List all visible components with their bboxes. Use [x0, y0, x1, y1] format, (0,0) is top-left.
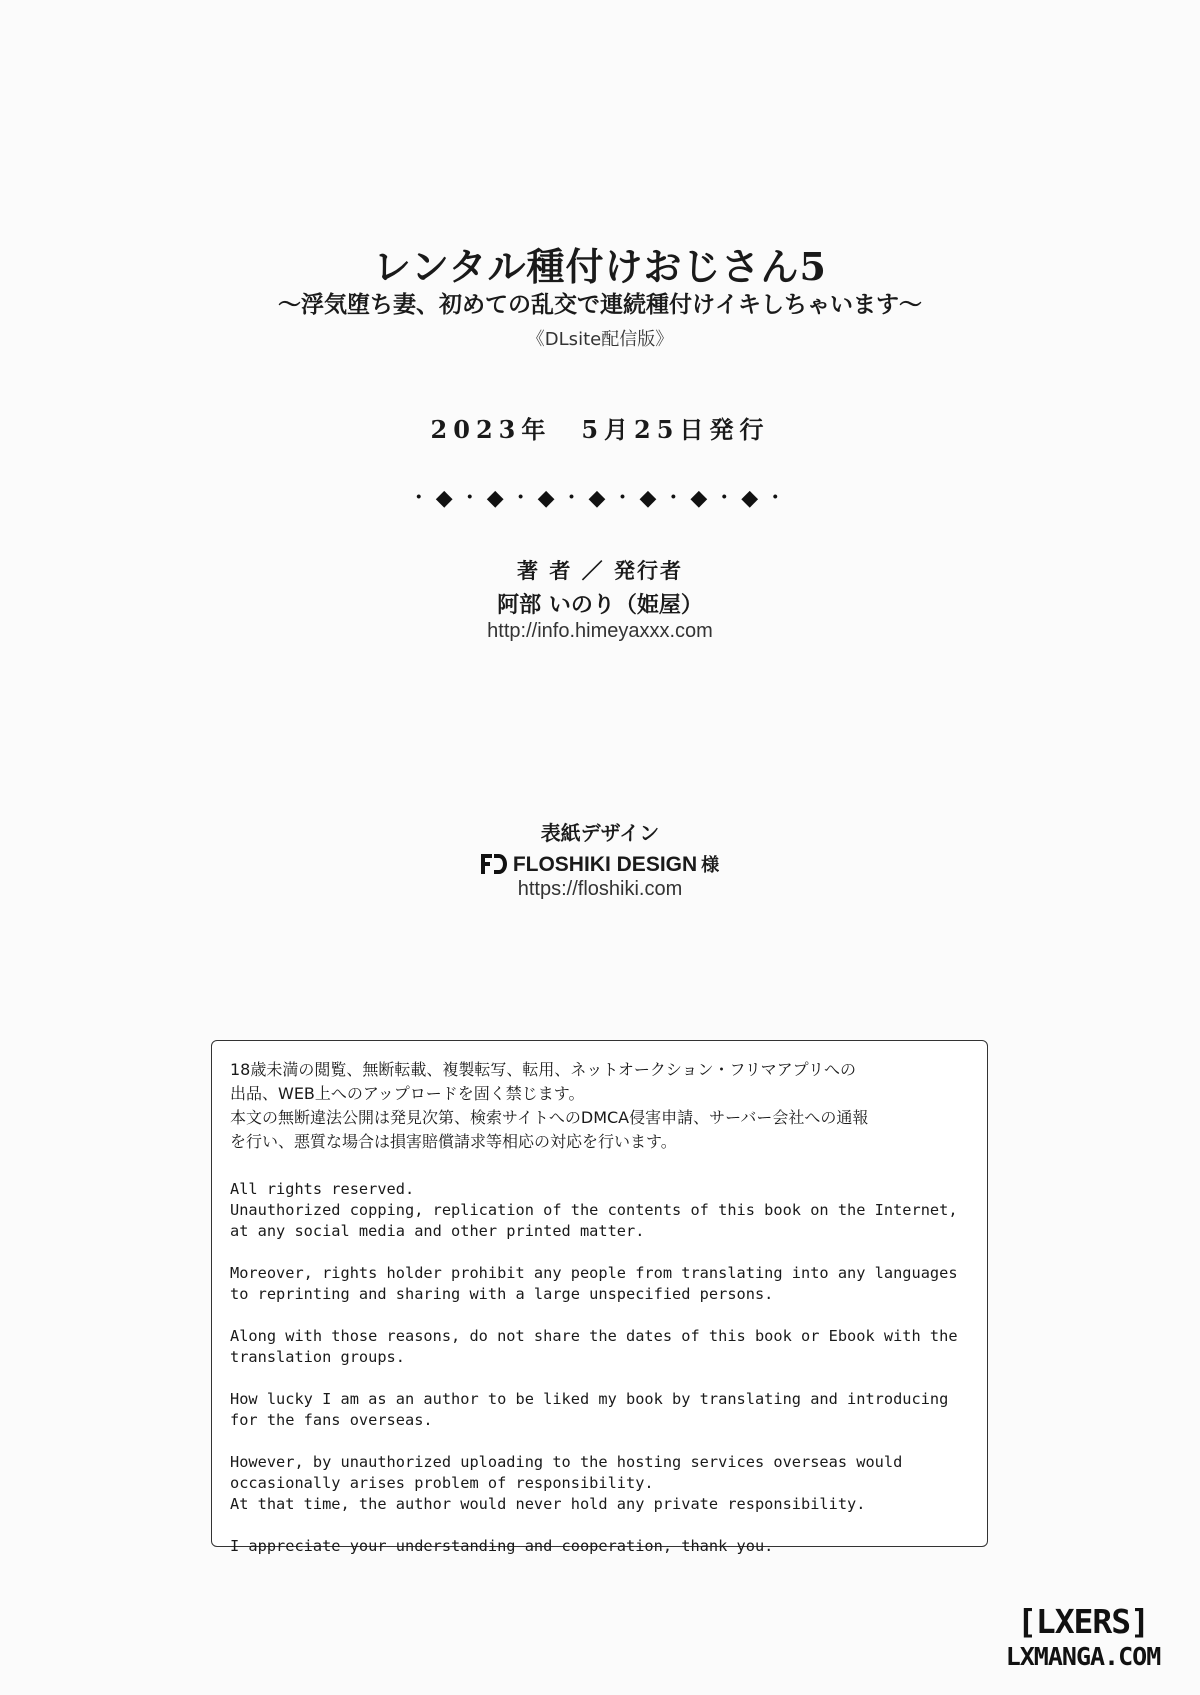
en-notice-paragraph: All rights reserved. Unauthorized copping, replication of the contents of this book on the Internet, at any social media and other printed matter. [230, 1180, 958, 1240]
jp-notice-line: 18歳未満の閲覧、無断転載、複製転写、転用、ネットオークション・フリマアプリへの [230, 1060, 856, 1079]
cover-design-label: 表紙デザイン [540, 821, 660, 845]
watermark-line-1: [LXERS] [1016, 1602, 1150, 1641]
jp-notice [230, 1058, 969, 1154]
designer-name: FLOSHIKI DESIGN [512, 853, 698, 876]
designer-honorific: 様 [701, 855, 720, 875]
designer-credit [0, 851, 1200, 880]
diamond-divider: ・◆・◆・◆・◆・◆・◆・◆・ [407, 486, 793, 511]
en-notice-paragraph: However, by unauthorized uploading to the hosting services overseas would occasionally arises problem of responsibility. At that time, the author would never hold any private responsibility. [230, 1453, 903, 1513]
author-url[interactable]: http://info.himeyaxxx.com [487, 620, 713, 642]
author-name: 阿部 いのり（姫屋） [497, 593, 703, 618]
site-watermark [988, 1603, 1178, 1673]
author-role-label: 著 者 ／ 発行者 [517, 559, 683, 583]
jp-notice-line: 出品、WEB上へのアップロードを固く禁じます。 [230, 1084, 585, 1103]
en-notice [230, 1179, 969, 1557]
book-subtitle: 〜浮気堕ち妻、初めての乱交で連続種付けイキしちゃいます〜 [278, 291, 922, 318]
copyright-notice-box [211, 1040, 988, 1555]
edition-label: 《DLsite配信版》 [526, 329, 674, 350]
watermark-line-2: LXMANGA.COM [1005, 1642, 1161, 1671]
en-notice-paragraph: How lucky I am as an author to be liked my book by translating and introducing for the fans overseas. [230, 1390, 949, 1429]
en-notice-paragraph: I appreciate your understanding and cooperation, thank you. [230, 1537, 774, 1555]
jp-notice-line: 本文の無断違法公開は発見次第、検索サイトへのDMCA侵害申請、サーバー会社への通報 [230, 1108, 869, 1127]
publish-date: 2023年 5月25日発行 [430, 415, 770, 444]
designer-url[interactable]: https://floshiki.com [517, 878, 683, 900]
jp-notice-line: を行い、悪質な場合は損害賠償請求等相応の対応を行います。 [230, 1132, 677, 1151]
en-notice-paragraph: Moreover, rights holder prohibit any people from translating into any languages to reprinting and sharing with a large unspecified persons. [230, 1264, 958, 1303]
en-notice-paragraph: Along with those reasons, do not share the dates of this book or Ebook with the translation groups. [230, 1327, 958, 1366]
book-title: レンタル種付けおじさん5 [373, 244, 827, 289]
fd-logo-icon [481, 854, 507, 880]
